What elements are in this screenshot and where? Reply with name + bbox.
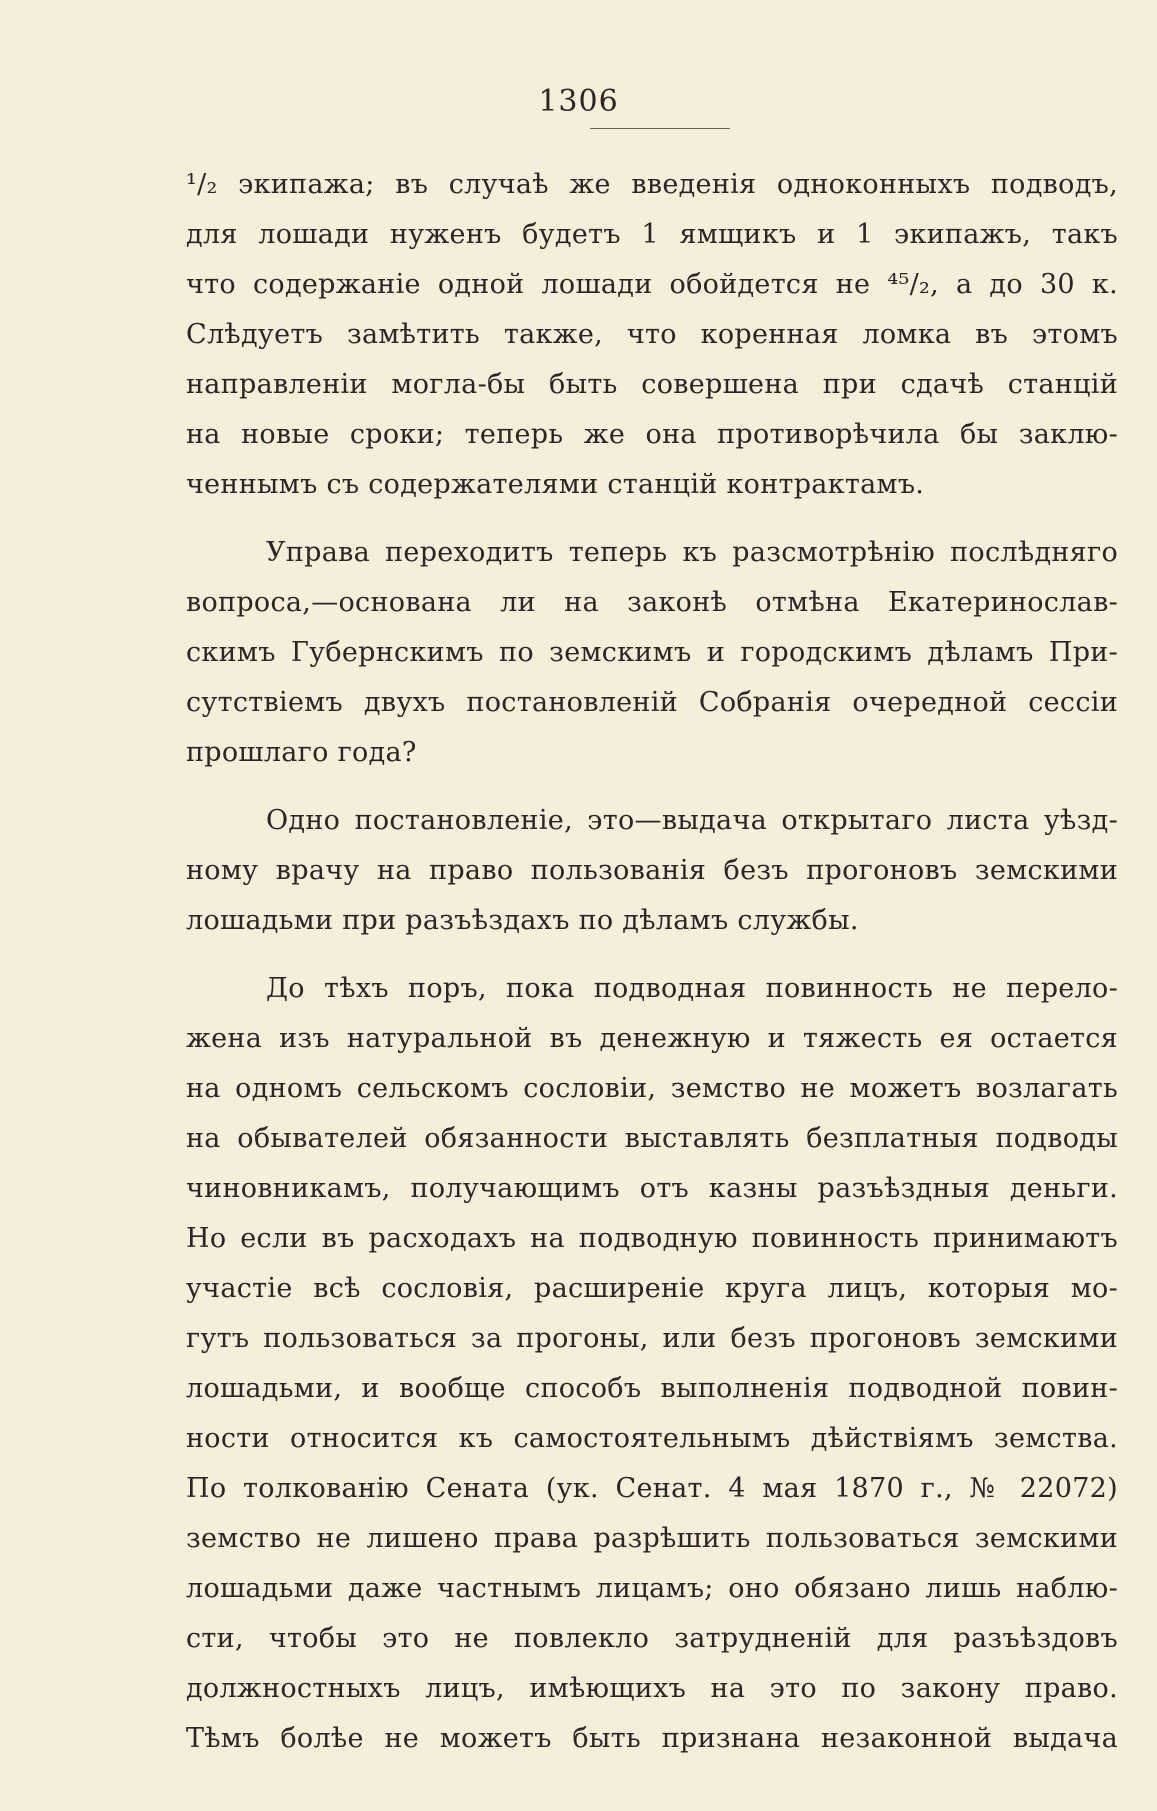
text-line: на одномъ сельскомъ сословіи, земство не можетъ возлагать (186, 1073, 1118, 1104)
paragraph-4 (186, 964, 1118, 1764)
text-line: гутъ пользоваться за прогоны, или безъ прогоновъ земскими (186, 1323, 1118, 1354)
text-line: По толкованію Сената (ук. Сенат. 4 мая 1870 г., № 22072) (186, 1473, 1118, 1504)
paragraph-1 (186, 160, 1118, 510)
body-text (186, 160, 1118, 1764)
text-line: Одно постановленіе, это—выдача открытаго листа уѣзд- (266, 805, 1118, 836)
text-line: должностныхъ лицъ, имѣющихъ на это по закону право. (186, 1673, 1118, 1704)
text-line: сутствіемъ двухъ постановленій Собранія очередной сессіи (186, 687, 1118, 718)
text-line: что содержаніе одной лошади обойдется не ⁴⁵/₂, а до 30 к. (186, 269, 1118, 300)
paragraph-2 (186, 528, 1118, 778)
text-line: вопроса,—основана ли на законѣ отмѣна Екатеринослав- (186, 587, 1118, 618)
text-line: сти, чтобы это не повлекло затрудненій для разъѣздовъ (186, 1623, 1118, 1654)
paragraph-gap (186, 778, 1118, 796)
text-line: Управа переходитъ теперь къ разсмотрѣнію послѣдняго (266, 537, 1118, 568)
text-line: Слѣдуетъ замѣтить также, что коренная ломка въ этомъ (186, 319, 1118, 350)
page-number: 1306 (538, 84, 619, 119)
text-line: направленіи могла-бы быть совершена при сдачѣ станцій (186, 369, 1118, 400)
paragraph-3 (186, 796, 1118, 946)
text-line: ному врачу на право пользованія безъ прогоновъ земскими (186, 855, 1118, 886)
text-line: ченнымъ съ содержателями станцій контрактамъ. (186, 469, 925, 500)
text-line: на новые сроки; теперь же она противорѣчила бы заклю- (186, 419, 1118, 450)
text-line: прошлаго года? (186, 737, 417, 768)
text-line: на обывателей обязанности выставлять безплатныя подводы (186, 1123, 1118, 1154)
text-line: лошадьми, и вообще способъ выполненія подводной повин- (186, 1373, 1118, 1404)
text-line: участіе всѣ сословія, расширеніе круга лицъ, которыя мо- (186, 1273, 1118, 1304)
text-line: скимъ Губернскимъ по земскимъ и городскимъ дѣламъ При- (186, 637, 1118, 668)
text-line: чиновникамъ, получающимъ отъ казны разъѣздныя деньги. (186, 1173, 1118, 1204)
text-line: лошадьми при разъѣздахъ по дѣламъ службы. (186, 905, 859, 936)
text-line: ности относится къ самостоятельнымъ дѣйствіямъ земства. (186, 1423, 1118, 1454)
paragraph-gap (186, 510, 1118, 528)
paragraph-gap (186, 946, 1118, 964)
text-line: для лошади нуженъ будетъ 1 ямщикъ и 1 экипажъ, такъ (186, 219, 1118, 250)
text-line: До тѣхъ поръ, пока подводная повинность не перело- (266, 973, 1118, 1004)
text-line: земство не лишено права разрѣшить пользоваться земскими (186, 1523, 1118, 1554)
text-line: Но если въ расходахъ на подводную повинность принимаютъ (186, 1223, 1118, 1254)
text-line: жена изъ натуральной въ денежную и тяжесть ея остается (186, 1023, 1118, 1054)
page-number-rule (590, 128, 730, 129)
text-line: ¹/₂ экипажа; въ случаѣ же введенія одноконныхъ подводъ, (186, 169, 1118, 200)
text-line: Тѣмъ болѣе не можетъ быть признана незаконной выдача (186, 1723, 1118, 1754)
text-line: лошадьми даже частнымъ лицамъ; оно обязано лишь наблю- (186, 1573, 1118, 1604)
